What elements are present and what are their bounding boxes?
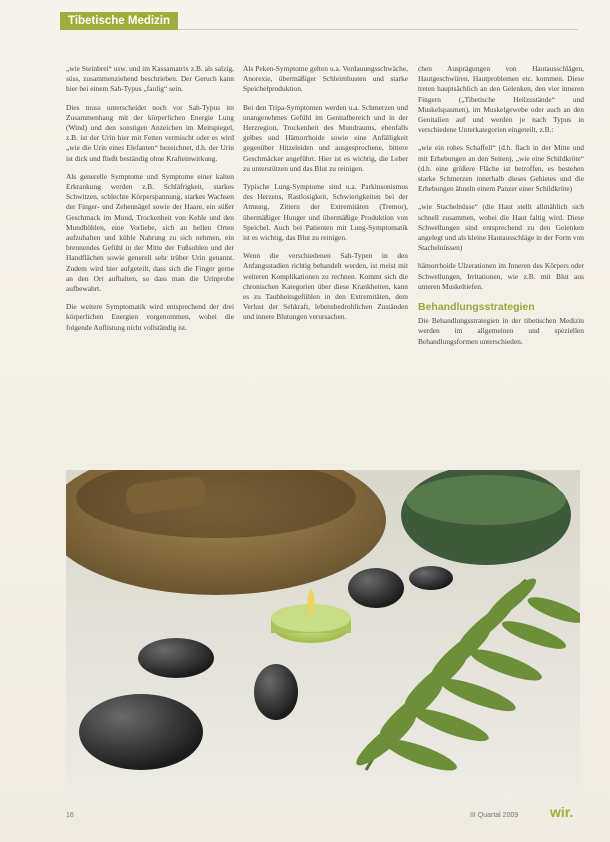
paragraph: Wenn die verschiedenen Sah-Typen in den Anfangsstadien richtig behandelt werden, ist meist mit weiteren Komplikationen zu rechnen. Kommt sich die chronischen Kategorien über diese Krankheiten, kann es zu Taubheitsgefühlen in den Extremitäten, dem Verlust der Sehkraft, lebensbedrohlichen Zuständen und innere Blutungen verursachen. [243, 251, 408, 322]
magazine-logo: wir. [550, 804, 574, 820]
stone [409, 566, 453, 590]
issue-label: III Quartal 2009 [470, 812, 519, 819]
paragraph: chen Ausprägungen von Hautausschlägen, Hautgeschwüren, Hautproblemen etc. kommen. Diese treten hauptsächlich an den Gelenken, den vier inneren Fingern („Tibetische Heilzustände“ und Muskelspasmen), im Muskelgewebe oder auch an den Genitalien auf und werden je nach Typus in verschiedene Unterkategorien eingeteilt, z.B.: [418, 64, 584, 135]
paragraph: „wie Steinbrei“ usw. und im Kassamatrix z.B. als salzig, süss, zusammenziehend beschrieben. Der Geruch kann hier bei einem Sah-Typus „faulig“ sein. [66, 64, 234, 94]
paragraph: Typische Lung-Symptome sind u.a. Parkinsonismus des Herzens, Rastlosigkeit, Schwierigkeiten bei der Atmung, Zittern der Extremitäten (Tremor), übermäßiger Hunger und übermäßige Produktion von Speichel. Auch bei Patienten mit Lung-Symptomatik ist es wichtig, das Blut zu reinigen. [243, 182, 408, 243]
paragraph: hämorrhoide Ulzerationen im Inneren des Körpers oder Schwellungen, Irritationen, wie z.B. mit Blut aus unteren Muskeltiefen. [418, 261, 584, 291]
text-column-3 [418, 64, 584, 355]
paragraph: Dies muss unterscheidet noch vor Sah-Typus im Zusammenhang mit der körperlichen Energie Lung (Wind) und den sonstigen Anzeichen im Meitspiegel, z.B. ist der Urin hier mit Fetten vermischt oder es wird „wie die Urin eines Elefanten“ bezeichnet, d.h. der Urin ist dick und fließt beständig ohne Krafteinwirkung. [66, 102, 234, 163]
page-number: 16 [66, 812, 74, 819]
text-column-2 [243, 64, 408, 331]
paragraph: „wie Stachelnüsse“ (die Haut stellt allmählich sich schnell zusammen, wobei die Haut faltig wird. Diese Schwellungen sind entsprechend zu den Gelenken angelegt und als kleine Hautausschläge in der Form von Stachelnüssen) [418, 202, 584, 253]
stone [79, 694, 203, 770]
paragraph: Bei den Tripa-Symptomen werden u.a. Schmerzen und unangenehmes Gefühl im Genitalbereich und in der Herzregion, Trockenheit des Mundraums, ebenfalls gelbes und Hämorrhoide sowie eine Anfälligkeit gegenüber Hitzeleiden und ausgesprochene, bittere Geschmäcker angeführt. Hier ist es wichtig, die Leber zu unterstützen und das Blut zu reinigen. [243, 102, 408, 173]
paragraph: „wie ein rohes Schaffell“ (d.h. flach in der Mitte und mit Erhebungen an den Seiten), „wie eine Schildkröte“ (d.h. eine größere Fläche ist betroffen, es bestehen starke Schmerzen innerhalb dieses Gebietes und die Erhebungen ähneln einem Panzer einer Schildkröte) [418, 143, 584, 194]
subheading: Behandlungsstrategien [418, 301, 535, 314]
stone [138, 638, 214, 678]
header-rule [178, 29, 578, 30]
text-column-1 [66, 64, 234, 341]
paragraph: Als Peken-Symptome gelten u.a. Verdauungsschwäche, Anorexie, übermäßiger Schleimhusten und starke Speichelproduktion. [243, 64, 408, 94]
feature-photo [66, 470, 580, 792]
paragraph: Als generelle Symptome und Symptome einer kalten Erkrankung werden z.B. Schläfrigkeit, starkes Schwitzen, schlechte Körperspannung, starkes Wachsen der Finger- und Zehennägel sowie der Haare, ein süßer Geschmack im Mund, Trockenheit von Kehle und den Mundhöhlen, eine Vorliebe, sich an hellen Orten aufzuhalten und kühle Nahrung zu sich nehmen, ein brennendes Gefühl in der Mitte der Fußsohlen und der Handflächen sowie generell sehr trüber Urin genannt. Zudem wird hier aufgeteilt, dass sich die Finger gerne an den Ort aufhalten, so dass man die Urinprobe aufbewahrt. [66, 171, 234, 294]
stone [348, 568, 404, 608]
paragraph: Die Behandlungsstrategien in der tibetischen Medizin werden im allgemeinen und speziellen Behandlungsformen unterschieden. [418, 316, 584, 346]
paragraph: Die weitere Symptomatik wird entsprechend der drei körperlichen Energien vorgenommen, wobei die folgende Auflistung nicht vollständig ist. [66, 302, 234, 332]
stone [254, 664, 298, 720]
photo-illustration [66, 470, 580, 792]
section-label: Tibetische Medizin [60, 12, 178, 30]
